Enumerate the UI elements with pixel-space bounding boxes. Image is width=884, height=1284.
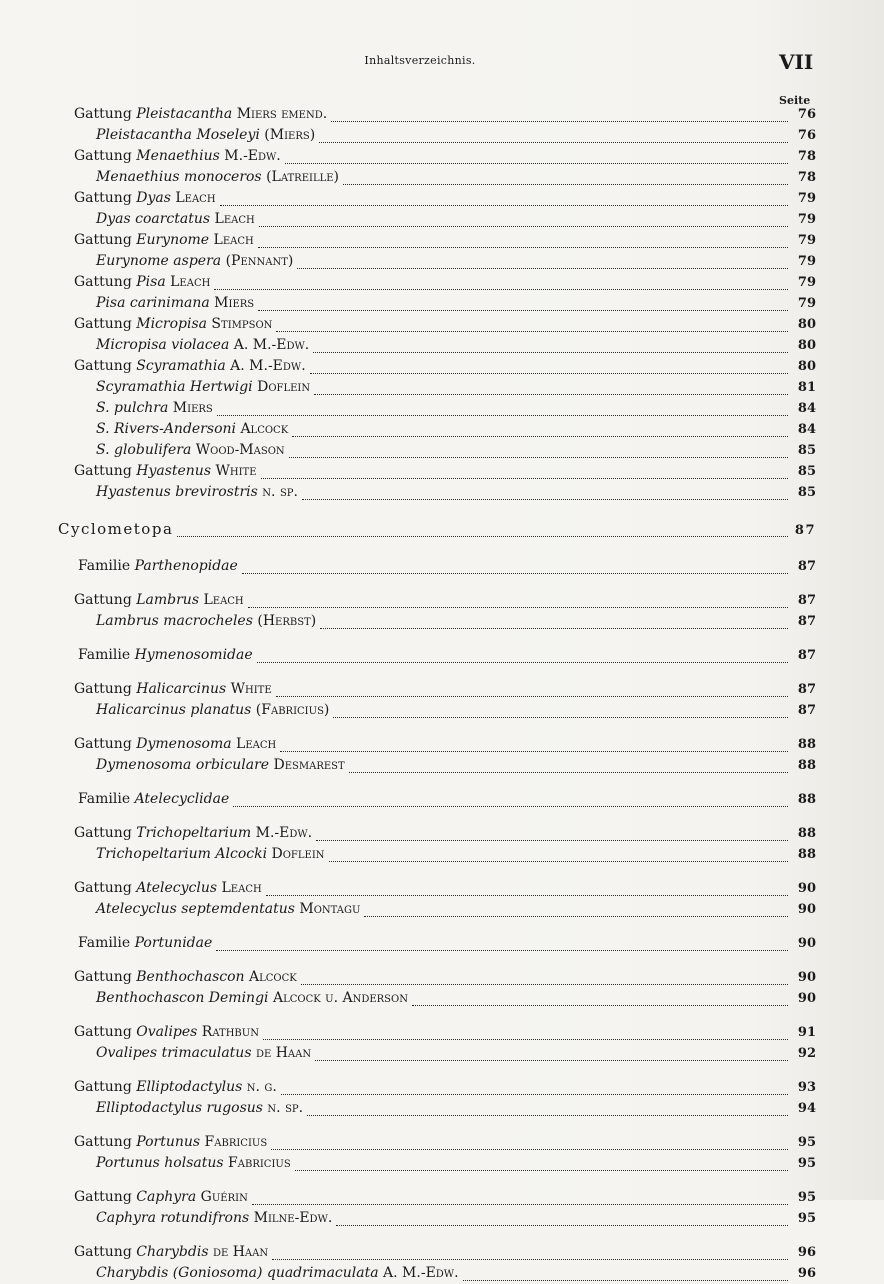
toc-entry-label — [96, 1153, 291, 1174]
entry-prefix: Familie — [78, 647, 135, 663]
page-ref: 87 — [797, 648, 816, 663]
taxon-author: n. sp. — [257, 484, 298, 500]
toc-entry-species — [72, 1098, 816, 1119]
toc-entry-label — [96, 1263, 459, 1284]
toc-entry-label — [74, 356, 306, 377]
page-ref: 90 — [797, 991, 816, 1006]
toc-entry-genus — [72, 230, 816, 251]
taxon-author: de Haan — [251, 1045, 312, 1061]
page-ref: 85 — [797, 485, 816, 500]
toc-entry-label — [58, 519, 173, 540]
taxon-name: Scyramathia Hertwigi — [96, 379, 253, 395]
toc-entry-species — [72, 700, 816, 721]
taxon-author: Alcock — [244, 969, 297, 985]
dot-leader — [216, 940, 788, 951]
dot-leader — [297, 258, 788, 269]
dot-leader — [412, 995, 788, 1006]
page-ref: 88 — [797, 826, 816, 841]
dot-leader — [364, 906, 788, 917]
toc-entry-species — [72, 1153, 816, 1174]
toc-entry-species — [72, 125, 816, 146]
entry-prefix: Gattung — [74, 969, 137, 985]
page-ref: 95 — [797, 1135, 816, 1150]
toc-entry-species — [72, 482, 816, 503]
toc-entry-label — [74, 878, 262, 899]
taxon-author: n. sp. — [262, 1100, 304, 1116]
toc-entry-genus — [72, 1022, 816, 1043]
dot-leader — [292, 426, 788, 437]
dot-leader — [319, 132, 788, 143]
entry-prefix: Gattung — [74, 358, 137, 374]
toc-entry-species — [72, 419, 816, 440]
dot-leader — [258, 300, 788, 311]
entry-prefix: Cyclometopa — [58, 520, 174, 538]
toc-entry-label — [96, 482, 298, 503]
dot-leader — [285, 153, 788, 164]
taxon-name: Pleistacantha Moseleyi — [96, 127, 260, 143]
entry-prefix: Gattung — [74, 1244, 137, 1260]
entry-prefix: Gattung — [74, 592, 137, 608]
dot-leader — [233, 796, 788, 807]
toc-entry-species — [72, 988, 816, 1009]
taxon-name: Pisa carinimana — [96, 295, 210, 311]
taxon-author: A. M.-Edw. — [378, 1265, 459, 1281]
toc-entry-label — [74, 230, 254, 251]
seite-column-label: Seite — [779, 94, 811, 107]
dot-leader — [333, 707, 788, 718]
taxon-author: (Pennant) — [221, 253, 294, 269]
taxon-author: White — [211, 463, 257, 479]
dot-leader — [272, 1249, 788, 1260]
taxon-name: Benthochascon Demingi — [96, 990, 269, 1006]
entry-prefix: Gattung — [74, 1189, 137, 1205]
taxon-author: Leach — [170, 190, 216, 206]
toc-entry-label — [74, 590, 244, 611]
page-ref: 87 — [797, 703, 816, 718]
taxon-author: Fabricius — [200, 1134, 268, 1150]
page-ref: 79 — [797, 233, 816, 248]
entry-prefix: Gattung — [74, 232, 137, 248]
dot-leader — [220, 195, 788, 206]
taxon-author: Leach — [209, 232, 254, 248]
taxon-author: Alcock — [236, 421, 289, 437]
taxon-name: Hyastenus — [136, 463, 212, 479]
toc-entry-species — [72, 1263, 816, 1284]
toc-entry-label — [74, 1077, 277, 1098]
taxon-name: Menaethius — [136, 148, 220, 164]
page-ref: 90 — [797, 902, 816, 917]
toc-entry-label — [96, 251, 293, 272]
page-ref: 85 — [797, 443, 816, 458]
toc-entry-label — [96, 1043, 311, 1064]
toc-entry-species — [72, 611, 816, 632]
toc-entry-species — [72, 899, 816, 920]
toc-entry-label — [74, 314, 272, 335]
taxon-author: Miers — [209, 295, 255, 311]
table-of-contents — [58, 104, 816, 1284]
toc-entry-genus — [72, 967, 816, 988]
toc-entry-label — [74, 1187, 248, 1208]
page-ref: 78 — [797, 149, 816, 164]
taxon-author: Guérin — [196, 1189, 248, 1205]
taxon-author: Rathbun — [197, 1024, 259, 1040]
taxon-author: Milne-Edw. — [249, 1210, 333, 1226]
dot-leader — [214, 279, 788, 290]
page-ref: 85 — [797, 464, 816, 479]
dot-leader — [276, 686, 788, 697]
taxon-name: Eurynome — [136, 232, 210, 248]
taxon-name: Ovalipes — [136, 1024, 198, 1040]
taxon-name: Dyas coarctatus — [96, 211, 211, 227]
toc-entry-genus — [72, 104, 816, 125]
toc-entry-label — [96, 611, 316, 632]
page-ref: 84 — [797, 422, 816, 437]
entry-prefix: Familie — [78, 791, 135, 807]
toc-entry-genus — [72, 823, 816, 844]
page-ref: 81 — [797, 380, 816, 395]
toc-entry-label — [96, 755, 345, 776]
dot-leader — [315, 1050, 788, 1061]
page-ref: 96 — [797, 1266, 816, 1281]
toc-entry-genus — [72, 314, 816, 335]
toc-entry-label — [96, 844, 325, 865]
toc-entry-label — [96, 125, 315, 146]
taxon-name: Micropisa — [136, 316, 207, 332]
entry-prefix: Gattung — [74, 1024, 137, 1040]
entry-prefix: Gattung — [74, 1134, 137, 1150]
toc-entry-label — [74, 272, 210, 293]
toc-entry-label — [78, 645, 253, 666]
dot-leader — [314, 384, 788, 395]
entry-prefix: Gattung — [74, 681, 137, 697]
taxon-author: Leach — [165, 274, 211, 290]
toc-entry-genus — [72, 1242, 816, 1263]
toc-entry-genus — [72, 1187, 816, 1208]
taxon-author: (Latreille) — [261, 169, 340, 185]
page-ref: 88 — [797, 758, 816, 773]
toc-entry-label — [78, 789, 229, 810]
toc-entry-family — [72, 556, 816, 577]
dot-leader — [248, 597, 788, 608]
toc-entry-label — [74, 188, 216, 209]
taxon-author: White — [226, 681, 272, 697]
page-ref: 95 — [797, 1211, 816, 1226]
toc-entry-species — [72, 755, 816, 776]
taxon-name: S. pulchra — [96, 400, 169, 416]
page-ref: 79 — [797, 212, 816, 227]
page-ref: 95 — [797, 1156, 816, 1171]
page-ref: 87 — [797, 682, 816, 697]
dot-leader — [257, 652, 788, 663]
toc-entry-genus — [72, 461, 816, 482]
dot-leader — [217, 405, 788, 416]
taxon-author: Miers emend. — [232, 106, 328, 122]
page-ref: 90 — [797, 936, 816, 951]
dot-leader — [331, 111, 788, 122]
page-ref: 76 — [797, 107, 816, 122]
page-number: VII — [779, 50, 814, 74]
taxon-author: A. M.-Edw. — [229, 337, 310, 353]
taxon-name: Benthochascon — [136, 969, 245, 985]
toc-entry-genus — [72, 146, 816, 167]
taxon-author: Stimpson — [206, 316, 273, 332]
entry-prefix: Gattung — [74, 274, 137, 290]
taxon-name: Scyramathia — [136, 358, 226, 374]
toc-entry-species — [72, 398, 816, 419]
toc-entry-genus — [72, 1077, 816, 1098]
page-ref: 78 — [797, 170, 816, 185]
taxon-name: Halicarcinus planatus — [96, 702, 252, 718]
taxon-name: Caphyra rotundifrons — [96, 1210, 250, 1226]
entry-prefix: Gattung — [74, 463, 137, 479]
toc-entry-genus — [72, 356, 816, 377]
taxon-author: M.-Edw. — [251, 825, 313, 841]
taxon-author: Doflein — [252, 379, 311, 395]
page-ref: 87 — [797, 593, 816, 608]
toc-entry-species — [72, 335, 816, 356]
page-ref: 80 — [797, 359, 816, 374]
taxon-name: Micropisa violacea — [96, 337, 230, 353]
taxon-author: Montagu — [294, 901, 361, 917]
taxon-name: Dyas — [136, 190, 171, 206]
entry-prefix: Familie — [78, 558, 135, 574]
page-ref: 88 — [797, 792, 816, 807]
taxon-author: de Haan — [208, 1244, 269, 1260]
dot-leader — [463, 1270, 788, 1281]
taxon-author: Leach — [217, 880, 262, 896]
taxon-author: Leach — [231, 736, 277, 752]
taxon-name: Halicarcinus — [136, 681, 227, 697]
taxon-name: Atelecyclus — [136, 880, 218, 896]
dot-leader — [313, 342, 788, 353]
taxon-name: S. globulifera — [96, 442, 192, 458]
taxon-author: Leach — [199, 592, 244, 608]
page-ref: 90 — [797, 881, 816, 896]
toc-entry-genus — [72, 590, 816, 611]
toc-entry-label — [74, 1242, 268, 1263]
taxon-author: (Miers) — [259, 127, 316, 143]
taxon-author: M.-Edw. — [219, 148, 281, 164]
toc-entry-genus — [72, 272, 816, 293]
taxon-name: Lambrus — [136, 592, 200, 608]
taxon-name: Eurynome aspera — [96, 253, 222, 269]
entry-prefix: Familie — [78, 935, 135, 951]
toc-entry-label — [96, 398, 213, 419]
dot-leader — [320, 618, 788, 629]
toc-entry-family — [72, 645, 816, 666]
taxon-author: Desmarest — [269, 757, 345, 773]
taxon-name: Trichopeltarium — [136, 825, 252, 841]
taxon-name: Elliptodactylus — [136, 1079, 243, 1095]
page-ref: 80 — [797, 338, 816, 353]
toc-entry-label — [78, 933, 212, 954]
taxon-name: Pisa — [136, 274, 166, 290]
toc-entry-label — [96, 167, 339, 188]
page-ref: 79 — [797, 191, 816, 206]
dot-leader — [329, 851, 788, 862]
dot-leader — [259, 216, 788, 227]
toc-entry-label — [74, 734, 276, 755]
dot-leader — [301, 974, 788, 985]
taxon-author: Doflein — [267, 846, 325, 862]
taxon-name: Atelecyclidae — [134, 791, 230, 807]
page-ref: 79 — [797, 254, 816, 269]
entry-prefix: Gattung — [74, 106, 137, 122]
toc-entry-label — [96, 209, 255, 230]
toc-entry-label — [96, 440, 285, 461]
taxon-author: Miers — [168, 400, 213, 416]
taxon-name: Hyastenus brevirostris — [96, 484, 258, 500]
dot-leader — [349, 762, 788, 773]
page-ref: 80 — [797, 317, 816, 332]
taxon-name: Caphyra — [136, 1189, 197, 1205]
toc-entry-species — [72, 251, 816, 272]
taxon-name: Hymenosomidae — [134, 647, 253, 663]
entry-prefix: Gattung — [74, 190, 137, 206]
toc-entry-label — [96, 988, 408, 1009]
toc-entry-label — [74, 104, 327, 125]
page-ref: 87 — [794, 523, 816, 538]
dot-leader — [281, 1084, 788, 1095]
toc-entry-label — [96, 419, 288, 440]
toc-entry-species — [72, 377, 816, 398]
page-ref: 76 — [797, 128, 816, 143]
page-ref: 92 — [797, 1046, 816, 1061]
page-ref: 79 — [797, 296, 816, 311]
entry-prefix: Gattung — [74, 825, 137, 841]
taxon-author: Alcock u. Anderson — [268, 990, 408, 1006]
toc-entry-label — [74, 1022, 259, 1043]
taxon-name: S. Rivers-Andersoni — [96, 421, 236, 437]
toc-entry-species — [72, 844, 816, 865]
taxon-name: Lambrus macrocheles — [96, 613, 253, 629]
taxon-name: Atelecyclus septemdentatus — [96, 901, 295, 917]
toc-entry-family — [72, 933, 816, 954]
toc-entry-label — [96, 335, 309, 356]
toc-entry-label — [96, 293, 254, 314]
dot-leader — [177, 526, 788, 537]
page-ref: 88 — [797, 737, 816, 752]
dot-leader — [307, 1105, 788, 1116]
running-head: Inhaltsverzeichnis. — [364, 54, 476, 67]
dot-leader — [280, 741, 788, 752]
taxon-author: (Herbst) — [252, 613, 317, 629]
dot-leader — [263, 1029, 788, 1040]
toc-entry-genus — [72, 679, 816, 700]
toc-entry-species — [72, 209, 816, 230]
dot-leader — [258, 237, 788, 248]
toc-entry-label — [96, 700, 329, 721]
taxon-name: Dymenosoma — [136, 736, 232, 752]
page-ref: 79 — [797, 275, 816, 290]
dot-leader — [336, 1215, 788, 1226]
taxon-name: Ovalipes trimaculatus — [96, 1045, 252, 1061]
dot-leader — [310, 363, 788, 374]
page-ref: 84 — [797, 401, 816, 416]
toc-entry-label — [74, 1132, 267, 1153]
dot-leader — [343, 174, 788, 185]
dot-leader — [242, 563, 788, 574]
dot-leader — [276, 321, 788, 332]
toc-entry-species — [72, 293, 816, 314]
taxon-name: Portunus holsatus — [96, 1155, 224, 1171]
page-ref: 87 — [797, 559, 816, 574]
taxon-name: Portunidae — [134, 935, 213, 951]
dot-leader — [261, 468, 789, 479]
taxon-name: Menaethius monoceros — [96, 169, 262, 185]
dot-leader — [271, 1139, 788, 1150]
toc-entry-species — [72, 440, 816, 461]
toc-entry-species — [72, 1043, 816, 1064]
taxon-author: Fabricius — [223, 1155, 291, 1171]
taxon-name: Elliptodactylus rugosus — [96, 1100, 263, 1116]
page-ref: 93 — [797, 1080, 816, 1095]
page-ref: 96 — [797, 1245, 816, 1260]
taxon-author: Leach — [210, 211, 255, 227]
toc-entry-label — [74, 461, 257, 482]
taxon-name: Trichopeltarium Alcocki — [96, 846, 268, 862]
toc-entry-genus — [72, 878, 816, 899]
taxon-author: n. g. — [242, 1079, 277, 1095]
taxon-name: Charybdis (Goniosoma) quadrimaculata — [96, 1265, 379, 1281]
toc-entry-label — [74, 823, 312, 844]
page-ref: 88 — [797, 847, 816, 862]
entry-prefix: Gattung — [74, 148, 137, 164]
toc-entry-genus — [72, 1132, 816, 1153]
toc-entry-family — [72, 789, 816, 810]
toc-entry-species — [72, 167, 816, 188]
toc-entry-label — [96, 899, 360, 920]
dot-leader — [302, 489, 788, 500]
page-ref: 87 — [797, 614, 816, 629]
toc-entry-label — [96, 1208, 332, 1229]
page-ref: 91 — [797, 1025, 816, 1040]
toc-entry-label — [74, 679, 272, 700]
entry-prefix: Gattung — [74, 1079, 137, 1095]
toc-entry-genus — [72, 188, 816, 209]
toc-entry-label — [78, 556, 238, 577]
taxon-author: (Fabricius) — [251, 702, 330, 718]
entry-prefix: Gattung — [74, 316, 137, 332]
taxon-name: Parthenopidae — [134, 558, 238, 574]
page-ref: 94 — [797, 1101, 816, 1116]
dot-leader — [295, 1160, 788, 1171]
toc-entry-label — [74, 146, 281, 167]
dot-leader — [266, 885, 788, 896]
page-ref: 90 — [797, 970, 816, 985]
entry-prefix: Gattung — [74, 880, 137, 896]
dot-leader — [289, 447, 788, 458]
toc-entry-species — [72, 1208, 816, 1229]
taxon-name: Portunus — [136, 1134, 201, 1150]
taxon-name: Dymenosoma orbiculare — [96, 757, 270, 773]
page-ref: 95 — [797, 1190, 816, 1205]
toc-entry-genus — [72, 734, 816, 755]
taxon-name: Charybdis — [136, 1244, 209, 1260]
toc-entry-label — [96, 1098, 303, 1119]
taxon-author: Wood-Mason — [191, 442, 285, 458]
toc-entry-label — [96, 377, 310, 398]
toc-entry-label — [74, 967, 297, 988]
taxon-author: A. M.-Edw. — [225, 358, 306, 374]
toc-entry-division — [58, 519, 816, 540]
entry-prefix: Gattung — [74, 736, 137, 752]
dot-leader — [316, 830, 788, 841]
taxon-name: Pleistacantha — [136, 106, 233, 122]
